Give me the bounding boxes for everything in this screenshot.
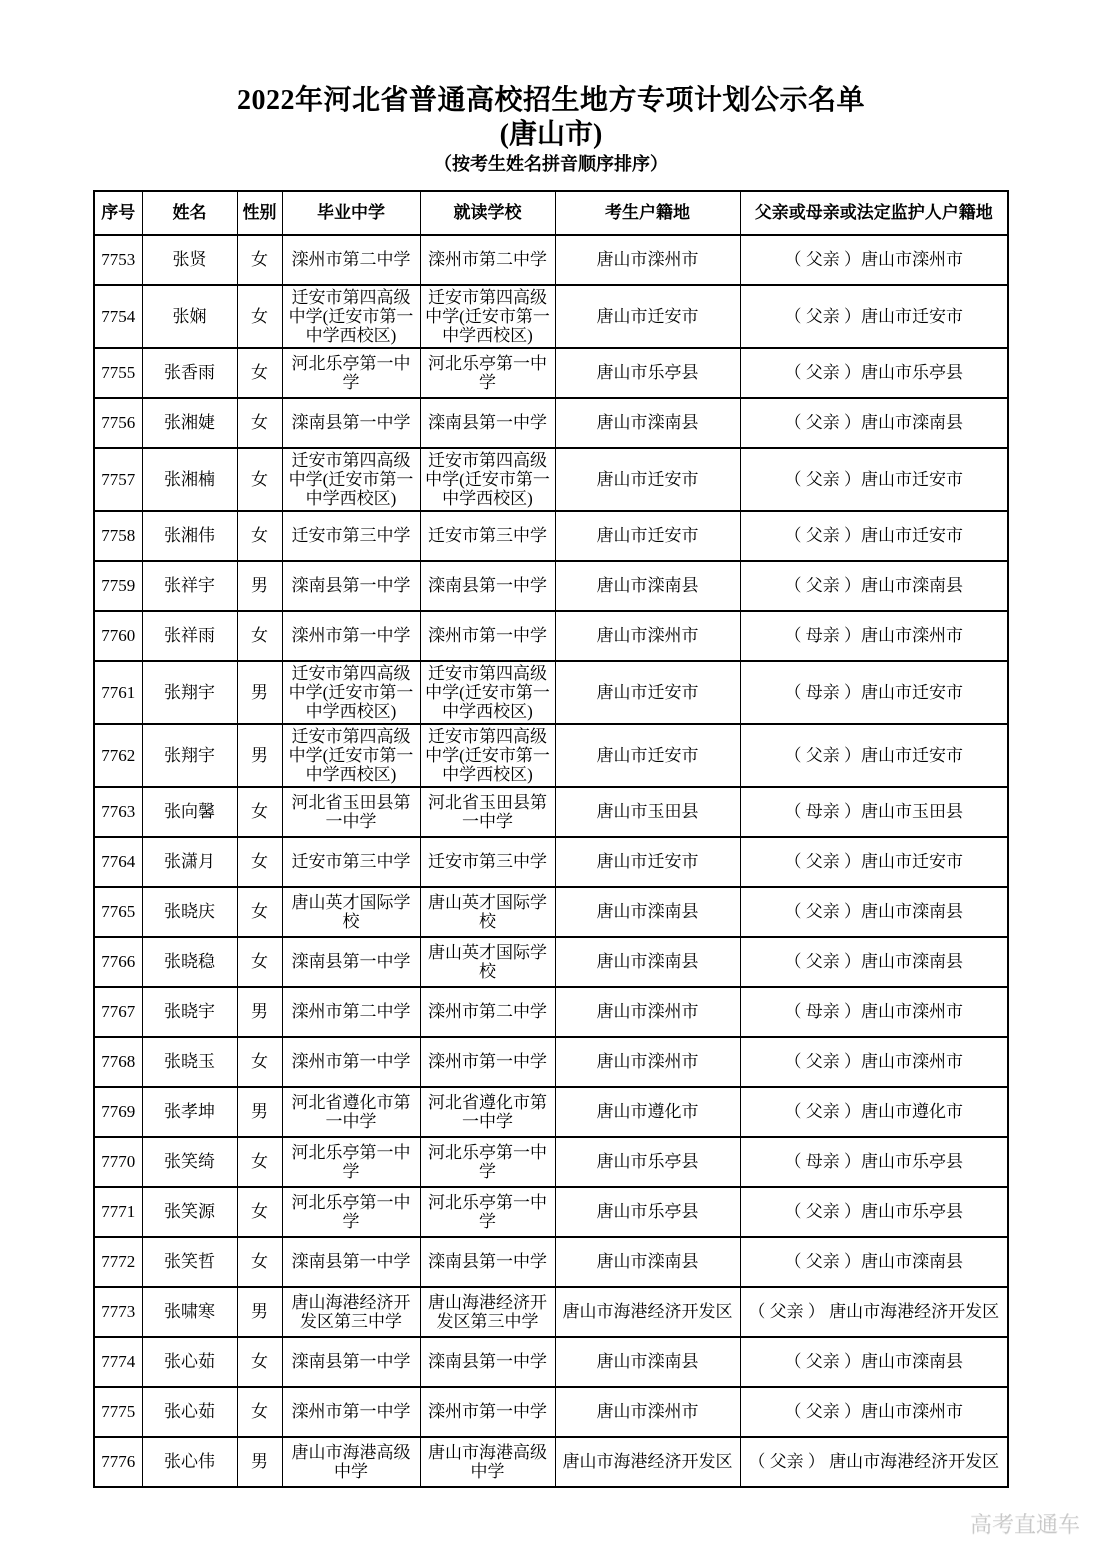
table-cell-attending-school: 滦州市第二中学 xyxy=(420,987,555,1037)
table-cell-gender: 男 xyxy=(237,987,282,1037)
table-cell-guardian-residence: （ 父亲 ）唐山市滦南县 xyxy=(740,561,1008,611)
table-cell-candidate-residence: 唐山市迁安市 xyxy=(555,448,740,511)
table-cell-candidate-residence: 唐山市滦州市 xyxy=(555,611,740,661)
table-cell-guardian-residence: （ 母亲 ）唐山市迁安市 xyxy=(740,661,1008,724)
table-cell-gender: 女 xyxy=(237,611,282,661)
table-cell-gender: 女 xyxy=(237,1187,282,1237)
table-cell-name: 张晓玉 xyxy=(142,1037,237,1087)
table-cell-name: 张翔宇 xyxy=(142,661,237,724)
table-cell-graduated-school: 滦州市第二中学 xyxy=(282,987,420,1037)
table-cell-serial: 7769 xyxy=(94,1087,142,1137)
table-cell-name: 张湘楠 xyxy=(142,448,237,511)
table-cell-gender: 男 xyxy=(237,1437,282,1487)
table-row xyxy=(94,348,1008,398)
table-cell-attending-school: 迁安市第三中学 xyxy=(420,837,555,887)
table-cell-serial: 7764 xyxy=(94,837,142,887)
table-cell-name: 张孝坤 xyxy=(142,1087,237,1137)
table-cell-serial: 7757 xyxy=(94,448,142,511)
table-cell-graduated-school: 滦南县第一中学 xyxy=(282,1337,420,1387)
table-cell-name: 张心伟 xyxy=(142,1437,237,1487)
table-row xyxy=(94,787,1008,837)
table-cell-attending-school: 迁安市第四高级中学(迁安市第一中学西校区) xyxy=(420,661,555,724)
table-cell-attending-school: 唐山海港经济开发区第三中学 xyxy=(420,1287,555,1337)
table-cell-serial: 7775 xyxy=(94,1387,142,1437)
table-cell-gender: 女 xyxy=(237,837,282,887)
table-cell-serial: 7755 xyxy=(94,348,142,398)
table-cell-serial: 7762 xyxy=(94,724,142,787)
page-title: 2022年河北省普通高校招生地方专项计划公示名单 xyxy=(236,85,865,116)
table-cell-candidate-residence: 唐山市遵化市 xyxy=(555,1087,740,1137)
table-cell-attending-school: 河北乐亭第一中学 xyxy=(420,1187,555,1237)
table-cell-guardian-residence: （ 父亲 ）唐山市迁安市 xyxy=(740,285,1008,348)
table-cell-gender: 女 xyxy=(237,1137,282,1187)
table-cell-serial: 7773 xyxy=(94,1287,142,1337)
table-cell-gender: 男 xyxy=(237,561,282,611)
table-cell-candidate-residence: 唐山市乐亭县 xyxy=(555,1187,740,1237)
table-cell-graduated-school: 迁安市第三中学 xyxy=(282,511,420,561)
table-cell-guardian-residence: （ 母亲 ）唐山市乐亭县 xyxy=(740,1137,1008,1187)
table-cell-name: 张心茹 xyxy=(142,1337,237,1387)
table-cell-guardian-residence: （ 父亲 ） 唐山市海港经济开发区 xyxy=(740,1437,1008,1487)
table-row xyxy=(94,987,1008,1037)
table-cell-attending-school: 迁安市第四高级中学(迁安市第一中学西校区) xyxy=(420,285,555,348)
table-cell-name: 张祥宇 xyxy=(142,561,237,611)
table-cell-serial: 7759 xyxy=(94,561,142,611)
table-cell-graduated-school: 迁安市第四高级中学(迁安市第一中学西校区) xyxy=(282,724,420,787)
column-header-name: 姓名 xyxy=(142,191,237,235)
table-cell-candidate-residence: 唐山市迁安市 xyxy=(555,285,740,348)
table-cell-gender: 女 xyxy=(237,511,282,561)
table-cell-candidate-residence: 唐山市滦南县 xyxy=(555,1337,740,1387)
table-cell-attending-school: 河北乐亭第一中学 xyxy=(420,348,555,398)
page-subtitle-city: (唐山市) xyxy=(499,118,603,150)
table-cell-candidate-residence: 唐山市玉田县 xyxy=(555,787,740,837)
table-cell-candidate-residence: 唐山市乐亭县 xyxy=(555,348,740,398)
table-cell-candidate-residence: 唐山市滦南县 xyxy=(555,561,740,611)
title-block xyxy=(0,0,1102,176)
table-cell-graduated-school: 滦南县第一中学 xyxy=(282,561,420,611)
table-cell-gender: 男 xyxy=(237,724,282,787)
table-cell-guardian-residence: （ 母亲 ）唐山市玉田县 xyxy=(740,787,1008,837)
table-cell-gender: 女 xyxy=(237,1387,282,1437)
table-cell-gender: 女 xyxy=(237,285,282,348)
table-cell-guardian-residence: （ 父亲 ）唐山市滦南县 xyxy=(740,398,1008,448)
table-cell-gender: 女 xyxy=(237,1237,282,1287)
table-cell-candidate-residence: 唐山市滦州市 xyxy=(555,235,740,285)
table-cell-guardian-residence: （ 父亲 ）唐山市迁安市 xyxy=(740,724,1008,787)
table-cell-candidate-residence: 唐山市海港经济开发区 xyxy=(555,1287,740,1337)
table-cell-attending-school: 滦州市第一中学 xyxy=(420,611,555,661)
table-cell-graduated-school: 迁安市第四高级中学(迁安市第一中学西校区) xyxy=(282,448,420,511)
table-cell-guardian-residence: （ 母亲 ）唐山市滦州市 xyxy=(740,611,1008,661)
table-cell-name: 张笑哲 xyxy=(142,1237,237,1287)
table-cell-guardian-residence: （ 父亲 ）唐山市乐亭县 xyxy=(740,348,1008,398)
table-cell-guardian-residence: （ 父亲 ）唐山市迁安市 xyxy=(740,511,1008,561)
table-cell-candidate-residence: 唐山市滦南县 xyxy=(555,887,740,937)
table-cell-name: 张心茹 xyxy=(142,1387,237,1437)
table-row xyxy=(94,448,1008,511)
table-cell-attending-school: 滦南县第一中学 xyxy=(420,398,555,448)
column-header-attending-school: 就读学校 xyxy=(420,191,555,235)
table-cell-graduated-school: 河北省遵化市第一中学 xyxy=(282,1087,420,1137)
table-cell-graduated-school: 迁安市第三中学 xyxy=(282,837,420,887)
table-cell-name: 张晓稳 xyxy=(142,937,237,987)
table-body xyxy=(94,235,1008,1487)
table-cell-guardian-residence: （ 父亲 ）唐山市迁安市 xyxy=(740,448,1008,511)
table-cell-name: 张向馨 xyxy=(142,787,237,837)
table-cell-serial: 7771 xyxy=(94,1187,142,1237)
table-cell-guardian-residence: （ 父亲 ）唐山市滦州市 xyxy=(740,1387,1008,1437)
table-cell-candidate-residence: 唐山市滦州市 xyxy=(555,1037,740,1087)
table-cell-gender: 女 xyxy=(237,235,282,285)
table-cell-serial: 7753 xyxy=(94,235,142,285)
table-row xyxy=(94,1387,1008,1437)
table-cell-graduated-school: 滦南县第一中学 xyxy=(282,937,420,987)
table-cell-guardian-residence: （ 父亲 ）唐山市滦州市 xyxy=(740,235,1008,285)
table-cell-attending-school: 河北省玉田县第一中学 xyxy=(420,787,555,837)
table-cell-serial: 7761 xyxy=(94,661,142,724)
table-cell-serial: 7770 xyxy=(94,1137,142,1187)
table-cell-serial: 7774 xyxy=(94,1337,142,1387)
table-cell-guardian-residence: （ 父亲 ） 唐山市海港经济开发区 xyxy=(740,1287,1008,1337)
page-subtitle-sort-note: （按考生姓名拼音顺序排序） xyxy=(434,154,668,175)
table-cell-candidate-residence: 唐山市滦南县 xyxy=(555,398,740,448)
table-cell-attending-school: 滦州市第一中学 xyxy=(420,1037,555,1087)
table-cell-attending-school: 唐山英才国际学校 xyxy=(420,887,555,937)
column-header-gender: 性别 xyxy=(237,191,282,235)
table-cell-candidate-residence: 唐山市滦南县 xyxy=(555,1237,740,1287)
table-cell-attending-school: 滦南县第一中学 xyxy=(420,1337,555,1387)
table-cell-graduated-school: 河北省玉田县第一中学 xyxy=(282,787,420,837)
table-header-row xyxy=(94,191,1008,235)
table-cell-guardian-residence: （ 父亲 ）唐山市遵化市 xyxy=(740,1087,1008,1137)
table-cell-gender: 女 xyxy=(237,887,282,937)
candidates-table xyxy=(93,190,1009,1488)
table-cell-serial: 7758 xyxy=(94,511,142,561)
table-cell-guardian-residence: （ 父亲 ）唐山市滦南县 xyxy=(740,937,1008,987)
table-row xyxy=(94,837,1008,887)
table-cell-gender: 女 xyxy=(237,1337,282,1387)
table-cell-guardian-residence: （ 父亲 ）唐山市滦州市 xyxy=(740,1037,1008,1087)
table-cell-candidate-residence: 唐山市滦南县 xyxy=(555,937,740,987)
table-cell-serial: 7767 xyxy=(94,987,142,1037)
table-cell-attending-school: 迁安市第四高级中学(迁安市第一中学西校区) xyxy=(420,448,555,511)
table-cell-graduated-school: 迁安市第四高级中学(迁安市第一中学西校区) xyxy=(282,285,420,348)
table-cell-serial: 7763 xyxy=(94,787,142,837)
column-header-serial: 序号 xyxy=(94,191,142,235)
table-row xyxy=(94,611,1008,661)
table-cell-attending-school: 唐山英才国际学校 xyxy=(420,937,555,987)
table-row xyxy=(94,937,1008,987)
table-cell-name: 张啸寒 xyxy=(142,1287,237,1337)
table-cell-name: 张晓宇 xyxy=(142,987,237,1037)
table-row xyxy=(94,398,1008,448)
table-cell-graduated-school: 唐山海港经济开发区第三中学 xyxy=(282,1287,420,1337)
table-cell-serial: 7765 xyxy=(94,887,142,937)
table-cell-attending-school: 唐山市海港高级中学 xyxy=(420,1437,555,1487)
table-cell-guardian-residence: （ 父亲 ）唐山市滦南县 xyxy=(740,1337,1008,1387)
table-cell-gender: 女 xyxy=(237,937,282,987)
table-cell-graduated-school: 迁安市第四高级中学(迁安市第一中学西校区) xyxy=(282,661,420,724)
table-cell-graduated-school: 河北乐亭第一中学 xyxy=(282,1187,420,1237)
table-cell-candidate-residence: 唐山市迁安市 xyxy=(555,837,740,887)
table-cell-graduated-school: 滦州市第一中学 xyxy=(282,611,420,661)
table-row xyxy=(94,1437,1008,1487)
table-cell-candidate-residence: 唐山市迁安市 xyxy=(555,511,740,561)
table-cell-guardian-residence: （ 父亲 ）唐山市滦南县 xyxy=(740,887,1008,937)
table-row xyxy=(94,1237,1008,1287)
table-cell-guardian-residence: （ 父亲 ）唐山市滦南县 xyxy=(740,1237,1008,1287)
table-cell-name: 张贤 xyxy=(142,235,237,285)
table-cell-gender: 女 xyxy=(237,1037,282,1087)
table-cell-name: 张潇月 xyxy=(142,837,237,887)
table-cell-name: 张笑源 xyxy=(142,1187,237,1237)
table-cell-serial: 7766 xyxy=(94,937,142,987)
table-cell-attending-school: 迁安市第三中学 xyxy=(420,511,555,561)
table-cell-serial: 7754 xyxy=(94,285,142,348)
table-cell-graduated-school: 唐山市海港高级中学 xyxy=(282,1437,420,1487)
table-cell-serial: 7756 xyxy=(94,398,142,448)
table-cell-graduated-school: 滦州市第二中学 xyxy=(282,235,420,285)
table-cell-graduated-school: 滦南县第一中学 xyxy=(282,398,420,448)
table-cell-gender: 女 xyxy=(237,448,282,511)
table-cell-candidate-residence: 唐山市海港经济开发区 xyxy=(555,1437,740,1487)
table-cell-name: 张笑绮 xyxy=(142,1137,237,1187)
column-header-candidate-residence: 考生户籍地 xyxy=(555,191,740,235)
table-cell-gender: 女 xyxy=(237,787,282,837)
table-row xyxy=(94,661,1008,724)
table-cell-candidate-residence: 唐山市迁安市 xyxy=(555,661,740,724)
table-row xyxy=(94,1187,1008,1237)
table-cell-gender: 男 xyxy=(237,1087,282,1137)
table-cell-guardian-residence: （ 父亲 ）唐山市乐亭县 xyxy=(740,1187,1008,1237)
table-row xyxy=(94,1287,1008,1337)
column-header-graduated-school: 毕业中学 xyxy=(282,191,420,235)
table-cell-graduated-school: 滦州市第一中学 xyxy=(282,1037,420,1087)
table-cell-candidate-residence: 唐山市乐亭县 xyxy=(555,1137,740,1187)
table-row xyxy=(94,887,1008,937)
table-cell-guardian-residence: （ 父亲 ）唐山市迁安市 xyxy=(740,837,1008,887)
table-cell-gender: 男 xyxy=(237,1287,282,1337)
table-cell-candidate-residence: 唐山市滦州市 xyxy=(555,987,740,1037)
table-cell-attending-school: 迁安市第四高级中学(迁安市第一中学西校区) xyxy=(420,724,555,787)
table-cell-attending-school: 滦南县第一中学 xyxy=(420,561,555,611)
table-row xyxy=(94,561,1008,611)
table-row xyxy=(94,1337,1008,1387)
table-cell-graduated-school: 河北乐亭第一中学 xyxy=(282,1137,420,1187)
table-row xyxy=(94,1137,1008,1187)
table-cell-name: 张湘伟 xyxy=(142,511,237,561)
column-header-guardian-residence: 父亲或母亲或法定监护人户籍地 xyxy=(740,191,1008,235)
table-cell-gender: 男 xyxy=(237,661,282,724)
table-cell-name: 张翔宇 xyxy=(142,724,237,787)
table-row xyxy=(94,1037,1008,1087)
table-cell-serial: 7768 xyxy=(94,1037,142,1087)
table-cell-candidate-residence: 唐山市滦州市 xyxy=(555,1387,740,1437)
table-cell-candidate-residence: 唐山市迁安市 xyxy=(555,724,740,787)
table-cell-name: 张香雨 xyxy=(142,348,237,398)
watermark: 高考直通车 xyxy=(969,1512,1080,1537)
table-cell-name: 张湘婕 xyxy=(142,398,237,448)
table-cell-name: 张晓庆 xyxy=(142,887,237,937)
table-cell-attending-school: 滦州市第二中学 xyxy=(420,235,555,285)
table-cell-guardian-residence: （ 母亲 ）唐山市滦州市 xyxy=(740,987,1008,1037)
table-cell-attending-school: 滦南县第一中学 xyxy=(420,1237,555,1287)
table-row xyxy=(94,235,1008,285)
table-cell-graduated-school: 河北乐亭第一中学 xyxy=(282,348,420,398)
table-row xyxy=(94,511,1008,561)
table-row xyxy=(94,285,1008,348)
table-cell-serial: 7772 xyxy=(94,1237,142,1287)
table-cell-serial: 7776 xyxy=(94,1437,142,1487)
table-cell-gender: 女 xyxy=(237,398,282,448)
table-row xyxy=(94,724,1008,787)
table-cell-graduated-school: 滦州市第一中学 xyxy=(282,1387,420,1437)
table-cell-attending-school: 滦州市第一中学 xyxy=(420,1387,555,1437)
table-cell-graduated-school: 滦南县第一中学 xyxy=(282,1237,420,1287)
table-cell-attending-school: 河北乐亭第一中学 xyxy=(420,1137,555,1187)
table-cell-graduated-school: 唐山英才国际学校 xyxy=(282,887,420,937)
table-cell-name: 张祥雨 xyxy=(142,611,237,661)
table-cell-attending-school: 河北省遵化市第一中学 xyxy=(420,1087,555,1137)
table-cell-serial: 7760 xyxy=(94,611,142,661)
table-cell-name: 张娴 xyxy=(142,285,237,348)
table-cell-gender: 女 xyxy=(237,348,282,398)
table-row xyxy=(94,1087,1008,1137)
